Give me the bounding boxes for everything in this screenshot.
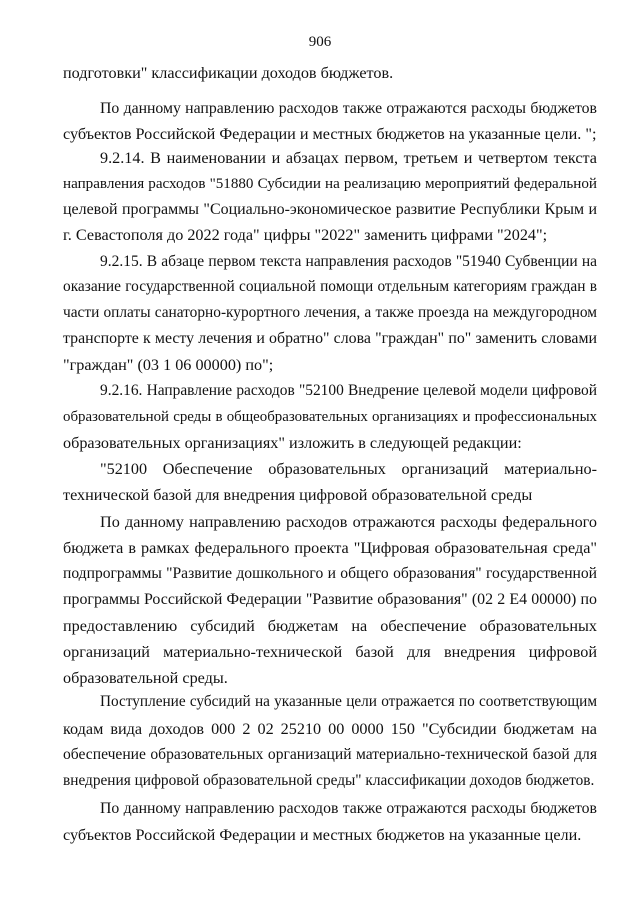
paragraph-line: подготовки" классификации доходов бюджетов. <box>63 64 394 82</box>
paragraph-line: образовательной среды в общеобразовательных организациях и профессиональных <box>63 409 597 425</box>
paragraph-line: обеспечение образовательных организаций материально-технической базой для <box>63 746 597 763</box>
paragraph-line: субъектов Российской Федерации и местных бюджетов на указанные цели. "; <box>63 125 597 143</box>
paragraph-line: "52100 Обеспечение образовательных организаций материально- <box>100 460 597 478</box>
paragraph-line: части оплаты санаторно-курортного лечения, а также проезда на междугородном <box>63 304 597 321</box>
paragraph-line: целевой программы "Социально-экономическое развитие Республики Крым и <box>63 201 597 218</box>
paragraph-line: "граждан" (03 1 06 00000) по"; <box>63 356 274 374</box>
paragraph-line: г. Севастополя до 2022 года" цифры "2022" заменить цифрами "2024"; <box>63 226 548 244</box>
paragraph-line: По данному направлению расходов также отражаются расходы бюджетов <box>100 100 597 117</box>
paragraph-line: подпрограммы "Развитие дошкольного и общего образования" государственной <box>63 565 597 582</box>
paragraph-line: внедрения цифровой образовательной среды" классификации доходов бюджетов. <box>63 772 595 789</box>
paragraph-line: транспорте к месту лечения и обратно" слова "граждан" по" заменить словами <box>63 330 597 347</box>
paragraph-line: организаций материально-технической базой для внедрения цифровой <box>63 643 597 661</box>
paragraph-line: 9.2.14. В наименовании и абзацах первом, третьем и четвертом текста <box>100 149 597 167</box>
page-number: 906 <box>308 34 332 50</box>
paragraph-line: направления расходов "51880 Субсидии на реализацию мероприятий федеральной <box>63 176 597 192</box>
paragraph-line: образовательной среды. <box>63 669 228 687</box>
paragraph-line: программы Российской Федерации "Развитие образования" (02 2 E4 00000) по <box>63 591 597 608</box>
paragraph-line: Поступление субсидий на указанные цели отражается по соответствующим <box>100 693 597 710</box>
paragraph-line: 9.2.16. Направление расходов "52100 Внедрение целевой модели цифровой <box>100 382 597 399</box>
paragraph-line: 9.2.15. В абзаце первом текста направления расходов "51940 Субвенции на <box>100 253 597 270</box>
paragraph-line: образовательных организациях" изложить в следующей редакции: <box>63 434 522 452</box>
paragraph-line: По данному направлению расходов также отражаются расходы бюджетов <box>100 800 597 817</box>
paragraph-line: предоставлению субсидий бюджетам на обеспечение образовательных <box>63 617 597 635</box>
paragraph-line: бюджета в рамках федерального проекта "Цифровая образовательная среда" <box>63 539 597 557</box>
paragraph-line: кодам вида доходов 000 2 02 25210 00 0000 150 "Субсидии бюджетам на <box>63 720 597 738</box>
paragraph-line: По данному направлению расходов отражаются расходы федерального <box>100 513 597 531</box>
paragraph-line: технической базой для внедрения цифровой образовательной среды <box>63 486 533 504</box>
paragraph-line: оказание государственной социальной помощи отдельным категориям граждан в <box>63 278 597 295</box>
paragraph-line: субъектов Российской Федерации и местных бюджетов на указанные цели. <box>63 826 582 844</box>
